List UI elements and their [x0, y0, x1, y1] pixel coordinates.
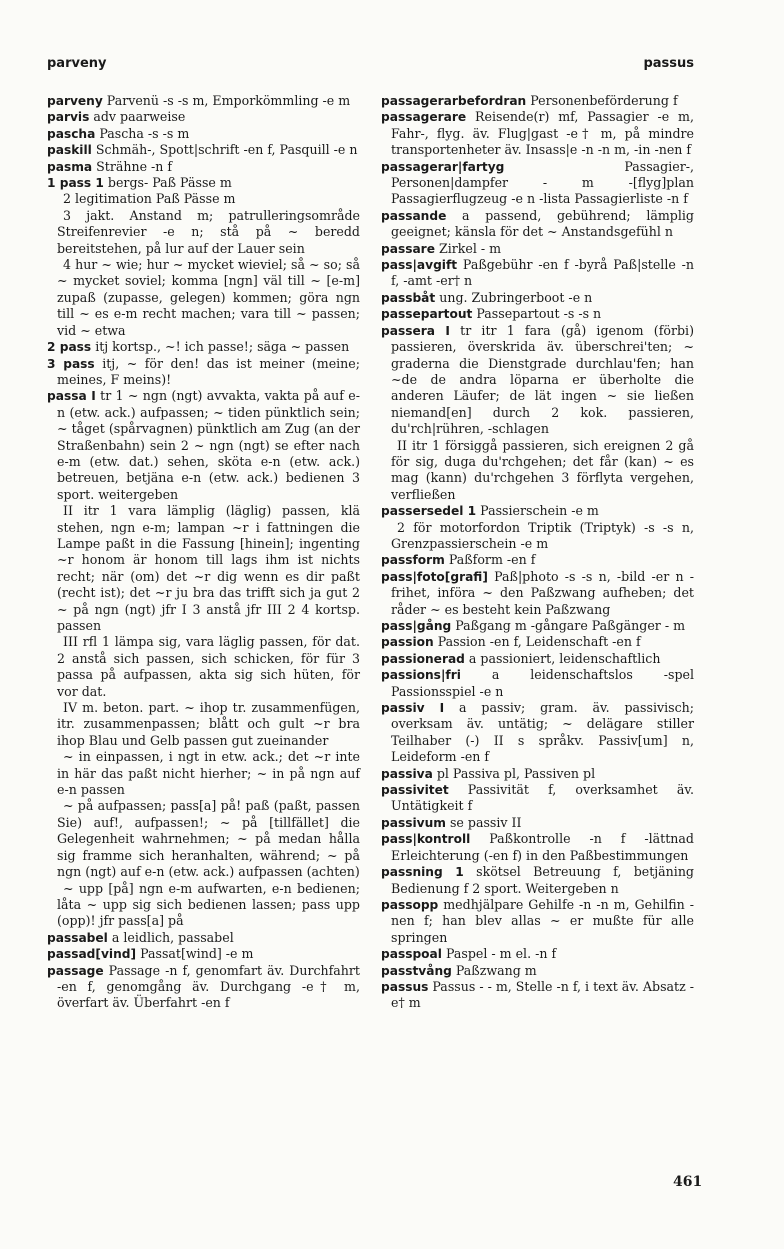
definition-text: 3 jakt. Anstand m; patrulleringsområde Streifenrevier -e n; stå på ~ beredd bereitstehen, på lur auf der Lauer sein: [57, 207, 360, 256]
headword: pass|kontroll: [381, 832, 471, 847]
definition-text: Personenbeförderung f: [526, 93, 678, 108]
definition-text: Passus - - m, Stelle -n f, i text äv. Absatz -e† m: [391, 978, 694, 1011]
definition-text: Paspel - m el. -n f: [441, 946, 557, 962]
headword: 1 pass 1: [47, 176, 104, 191]
headword: passagerare: [381, 110, 467, 125]
definition-text: 2 legitimation Paß Pässe m: [63, 191, 236, 207]
headword: parveny: [47, 94, 103, 108]
definition-text: ~ upp [på] ngn e-m aufwarten, e-n bedienen; låta ~ upp sig sich bedienen lassen; pass upp (opp)! jfr pass[a] på: [57, 880, 360, 929]
dictionary-entry: [47, 388, 360, 503]
headword: passivum: [381, 815, 446, 830]
dictionary-entry: [47, 700, 360, 749]
headword: passivitet: [381, 783, 449, 798]
definition-text: 4 hur ~ wie; hur ~ mycket wieviel; så ~ so; så ~ mycket soviel; komma [ngn] väl till ~ [e-m] zupaß (zupasse, gelegen) kommen; göra ngn till ~ es e-m recht machen; vara till ~ passen; vid ~ etwa: [57, 257, 360, 338]
dictionary-entry: [381, 815, 694, 831]
definition-text: bergs- Paß Pässe m: [103, 175, 232, 191]
headword: pass|foto[grafi]: [381, 569, 488, 584]
dictionary-entry: [381, 864, 694, 897]
headword: passning 1: [381, 865, 464, 880]
headword: passbåt: [381, 290, 436, 305]
definition-text: a leidlich, passabel: [107, 929, 234, 945]
headword: passopp: [381, 897, 439, 912]
dictionary-entry: [381, 700, 694, 766]
headword: passad[vind]: [47, 947, 137, 962]
right-column: [381, 93, 694, 1012]
definition-text: IV m. beton. part. ~ ihop tr. zusammenfügen, itr. zusammenpassen; blått och gult ~r bra ihop Blau und Gelb passen gut zueinander: [57, 700, 360, 748]
definition-text: III rfl 1 lämpa sig, vara läglig passen, för dat. 2 anstå sich passen, sich schicken, för für 3 passa på aufpassen, akta sig sich hüten, för vor dat.: [57, 634, 360, 699]
dictionary-entry: [47, 339, 360, 355]
headword: passage: [47, 963, 104, 978]
headword: parvis: [47, 110, 90, 125]
headword: paskill: [47, 143, 92, 158]
dictionary-entry: [381, 257, 694, 290]
definition-text: Strähne -n f: [92, 158, 173, 174]
dictionary-entry: [381, 766, 694, 782]
dictionary-entry: [381, 651, 694, 667]
headword: passiv I: [381, 701, 445, 716]
definition-text: skötsel Betreuung f, betjäning Bedienung f 2 sport. Weitergeben n: [391, 864, 694, 896]
running-head-left: parveny: [47, 56, 107, 71]
dictionary-entry: [381, 93, 694, 109]
dictionary-entry: [47, 191, 360, 207]
definition-text: Passivität f, overksamhet äv. Untätigkeit f: [391, 782, 694, 814]
definition-text: pl Passiva pl, Passiven pl: [432, 765, 596, 781]
headword: passare: [381, 241, 435, 256]
dictionary-entry: [381, 946, 694, 962]
definition-text: Paßgebühr -en f -byrå Paß|stelle -n f, -amt -er† n: [391, 257, 694, 289]
dictionary-entry: [381, 552, 694, 568]
dictionary-entry: [381, 963, 694, 979]
headword: 3 pass: [47, 356, 95, 371]
dictionary-entry: [47, 93, 360, 109]
definition-text: tr 1 ~ ngn (ngt) avvakta, vakta på auf e-n (etw. ack.) aufpassen; ~ tiden pünktlich sein; ~ tåget (spårvagnen) pünktlich am Zug (an der Straßenbahn) sein 2 ~ ngn (ngt) se efter nach e-m (etw. dat.) sehen, sköta e-n (etw. ack.) betreuen, betjäna e-n (etw. ack.) bedienen 3 sport. weitergeben: [57, 388, 360, 502]
dictionary-entry: [381, 897, 694, 946]
definition-text: a leidenschaftslos -spel Passionsspiel -e n: [391, 667, 694, 699]
headword: passera I: [381, 323, 450, 338]
dictionary-entry: [47, 126, 360, 142]
dictionary-entry: [381, 109, 694, 158]
headword: passagerar|fartyg: [381, 159, 505, 174]
definition-text: Schmäh-, Spott|schrift -en f, Pasquill -e n: [91, 142, 358, 158]
headword: passion: [381, 635, 434, 650]
headword: passtvång: [381, 963, 452, 978]
dictionary-entry: [47, 208, 360, 257]
definition-text: Paßform -en f: [444, 552, 536, 568]
dictionary-entry: [47, 503, 360, 634]
definition-text: medhjälpare Gehilfe -n -n m, Gehilfin -nen f; han blev allas ~ er mußte für alle springen: [391, 896, 694, 945]
headword: passabel: [47, 930, 108, 945]
dictionary-entry: [47, 109, 360, 125]
headword: passpoal: [381, 947, 442, 962]
definition-text: itj kortsp., ~! ich passe!; säga ~ passen: [91, 339, 350, 355]
headword: pasma: [47, 159, 93, 174]
dictionary-entry: [381, 979, 694, 1012]
definition-text: Zirkel - m: [434, 240, 502, 256]
definition-text: ~ in einpassen, i ngt in etw. ack.; det ~r inte in här das paßt nicht hierher; ~ in på ngn auf e-n passen: [57, 749, 360, 798]
definition-text: a passend, gebührend; lämplig geeignet; känsla för det ~ Anstandsgefühl n: [391, 207, 694, 240]
definition-text: Passion -en f, Leidenschaft -en f: [433, 634, 641, 650]
headword: pass|avgift: [381, 258, 458, 273]
definition-text: Reisende(r) mf, Passagier -e m, Fahr-, flyg. äv. Flug|gast -e† m, på mindre transportenheter äv. Insass|e -n -n m, -in -nen f: [391, 109, 694, 158]
dictionary-entry: [381, 306, 694, 322]
dictionary-entry: [381, 241, 694, 257]
dictionary-entry: [381, 634, 694, 650]
headword: pass|gång: [381, 619, 452, 633]
definition-text: 2 för motorfordon Triptik (Triptyk) -s -s n, Grenzpassierschein -e m: [391, 519, 694, 551]
dictionary-entry: [381, 569, 694, 618]
dictionary-entry: [47, 634, 360, 700]
headword: pascha: [47, 126, 96, 141]
running-head-right: passus: [643, 56, 694, 71]
headword: 2 pass: [47, 340, 92, 355]
dictionary-entry: [47, 930, 360, 946]
dictionary-entry: [47, 356, 360, 389]
definition-text: Passat[wind] -e m: [136, 946, 254, 962]
headword: passiva: [381, 766, 433, 781]
dictionary-entry: [381, 208, 694, 241]
definition-text: Paßkontrolle -n f -lättnad Erleichterung (-en f) in den Paßbestimmungen: [391, 831, 694, 863]
definition-text: a passioniert, leidenschaftlich: [464, 650, 661, 666]
dictionary-entry: [47, 175, 360, 191]
left-column: [47, 93, 360, 1012]
dictionary-entry: [381, 290, 694, 306]
definition-text: itj, ~ för den! das ist meiner (meine; meines, F meins)!: [57, 355, 360, 387]
headword: passepartout: [381, 307, 473, 322]
dictionary-entry: [47, 881, 360, 930]
definition-text: Passage -n f, genomfart äv. Durchfahrt -en f, genomgång äv. Durchgang -e† m, överfart äv. Überfahrt -en f: [57, 962, 360, 1011]
dictionary-entry: [381, 159, 694, 208]
headword: passagerarbefordran: [381, 94, 527, 108]
dictionary-entry: [47, 257, 360, 339]
definition-text: Passepartout -s -s n: [472, 306, 602, 322]
dictionary-entry: [381, 618, 694, 634]
definition-text: Passagier-, Personen|dampfer - m -[flyg]plan Passagierflugzeug -e n -lista Passagierliste -n f: [391, 158, 694, 207]
headword: passform: [381, 553, 445, 568]
definition-text: II itr 1 vara lämplig (läglig) passen, klä stehen, ngn e-m; lampan ~r i fattningen die Lampe paßt in die Fassung [hinein]; ingenting ~r honom är honom till lags ihm ist nichts recht; när (om) det ~r dig wenn es dir paßt (recht ist); det ~r ju bra das trifft sich ja gut 2 ~ på ngn (ngt) jfr I 3 anstå jfr III 2 4 kortsp. passen: [57, 503, 360, 633]
page-number: 461: [673, 1174, 703, 1190]
dictionary-entry: [47, 749, 360, 798]
dictionary-entry: [381, 323, 694, 438]
dictionary-entry: [381, 831, 694, 864]
headword: passande: [381, 208, 447, 223]
headword: passus: [381, 979, 429, 994]
definition-text: Pascha -s -s m: [95, 125, 190, 141]
definition-text: Passierschein -e m: [476, 503, 599, 519]
definition-text: II itr 1 försiggå passieren, sich ereignen 2 gå för sig, duga du'rchgehen; det får (kan) ~ es mag (kann) du'rchgehen 3 förflyta vergehen, verfließen: [391, 437, 694, 502]
definition-text: ~ på aufpassen; pass[a] på! paß (paßt, passen Sie) auf!, aufpassen!; ~ på [tillfället] die Gelegenheit wahrnehmen; ~ på medan hålla sig framme sich heranhalten, während; ~ på ngn (ngt) auf e-n (etw. ack.) aufpassen (achten): [57, 798, 360, 880]
dictionary-entry: [47, 963, 360, 1012]
definition-text: Paßgang m -gångare Paßgänger - m: [451, 618, 686, 633]
headword: passa I: [47, 389, 96, 404]
dictionary-entry: [381, 438, 694, 504]
dictionary-entry: [47, 159, 360, 175]
dictionary-entry: [47, 798, 360, 880]
definition-text: se passiv II: [445, 814, 522, 830]
definition-text: a passiv; gram. äv. passivisch; overksam äv. untätig; ~ delägare stiller Teilhaber (-) II s språkv. Passiv[um] n, Leideform -en f: [391, 700, 695, 765]
headword: passionerad: [381, 651, 465, 666]
dictionary-entry: [381, 503, 694, 519]
definition-text: ung. Zubringerboot -e n: [435, 289, 593, 305]
definition-text: Parvenü -s -s m, Emporkömmling -e m: [102, 93, 351, 108]
definition-text: Paß|photo -s -s n, -bild -er n -frihet, införa ~ den Paßzwang aufheben; det råder ~ es besteht kein Paßzwang: [391, 568, 694, 617]
dictionary-entry: [381, 667, 694, 700]
definition-text: adv paarweise: [89, 109, 186, 125]
definition-text: tr itr 1 fara (gå) igenom (förbi) passieren, överskrida äv. überschrei'ten; ~ graderna die Dienstgrade durchlau'fen; han ~de de andra löparna er überholte die anderen Läufer; de lät ingen ~ sie ließen niemand[en] durch 2 kok. passieren, du'rch|rühren, -schlagen: [391, 322, 694, 437]
headword: passions|fri: [381, 668, 461, 683]
definition-text: Paßzwang m: [451, 962, 537, 978]
headword: passersedel 1: [381, 504, 477, 519]
dictionary-entry: [381, 520, 694, 553]
dictionary-entry: [381, 782, 694, 815]
dictionary-entry: [47, 142, 360, 158]
dictionary-entry: [47, 946, 360, 962]
